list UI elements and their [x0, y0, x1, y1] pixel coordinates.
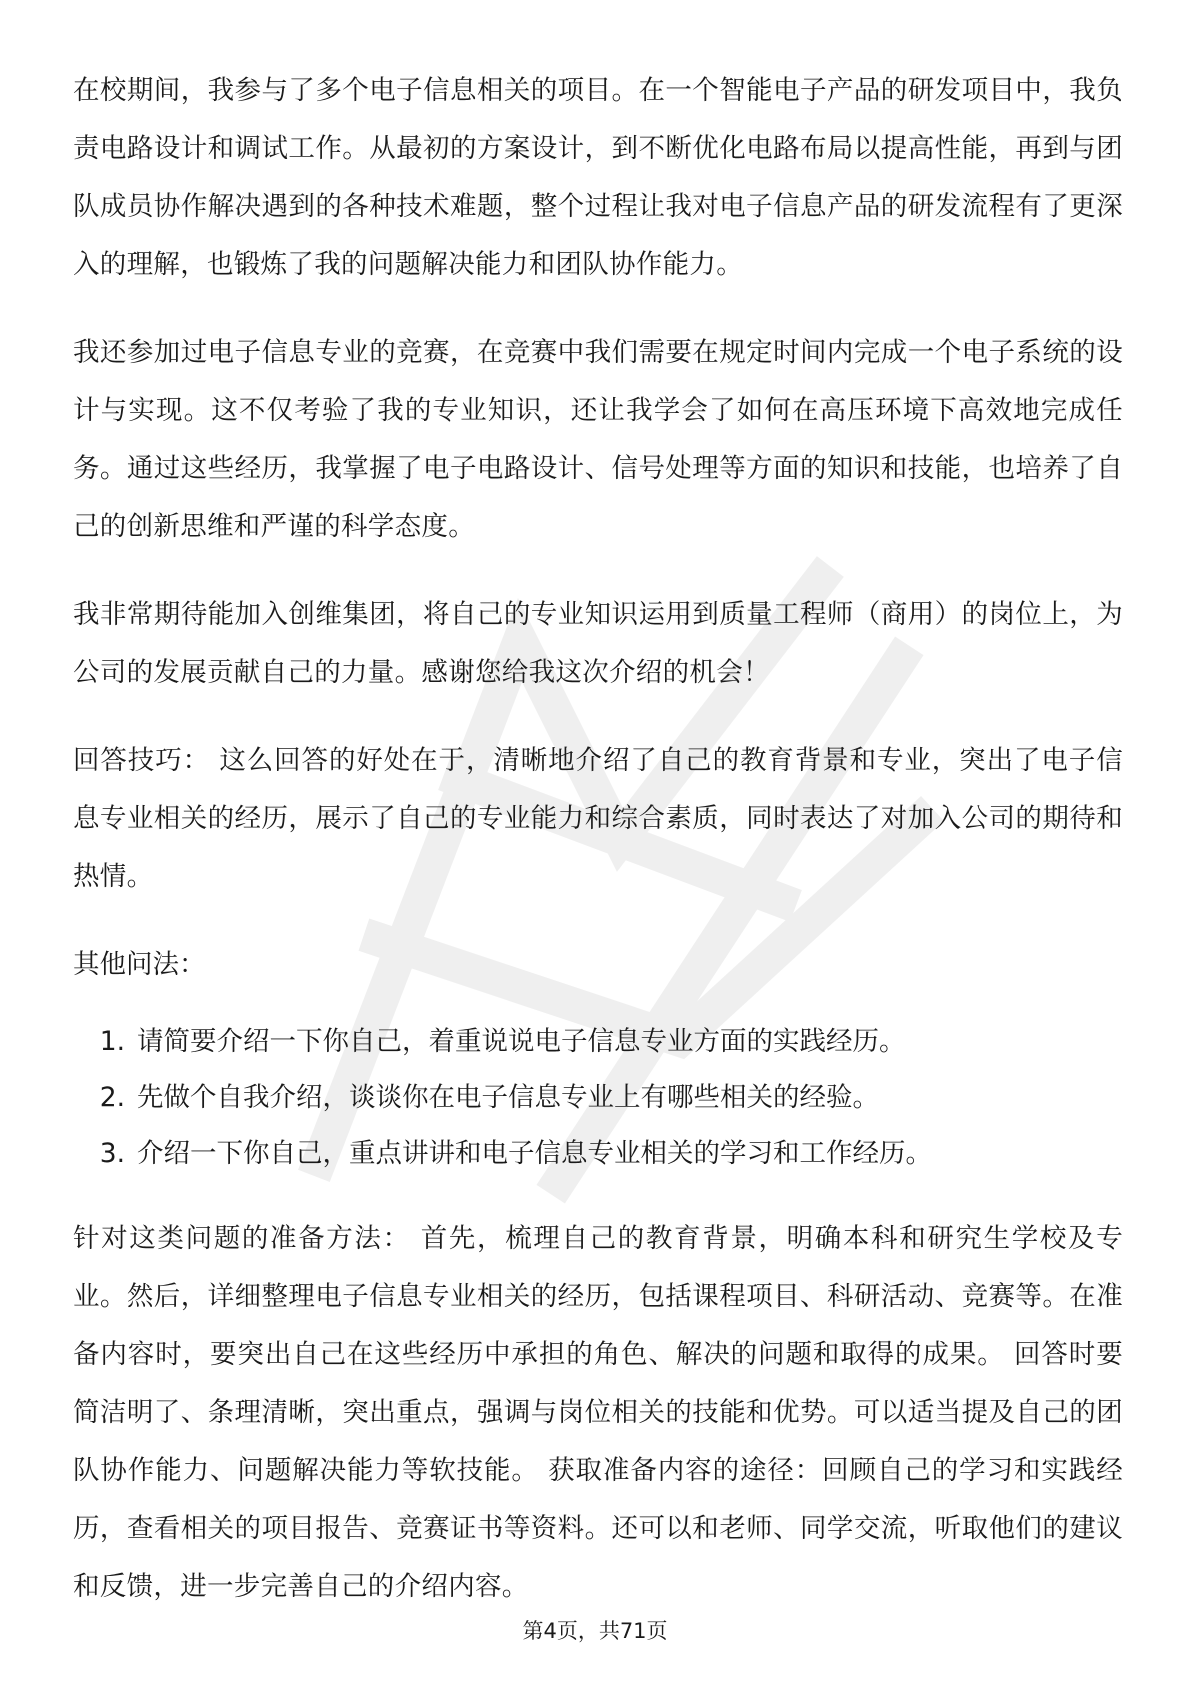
paragraph-preparation-method: 针对这类问题的准备方法： 首先，梳理自己的教育背景，明确本科和研究生学校及专业。然后，详细整理电子信息专业相关的经历，包括课程项目、科研活动、竞赛等。在准备内容时，要突出自己在这些经历中承担的角色、解决的问题和取得的成果。 回答时要简洁明了、条理清晰，突出重点，强调与岗位相关的技能和优势。可以适当提及自己的团队协作能力、问题解决能力等软技能。 获取准备内容的途径：回顾自己的学习和实践经历，查看相关的项目报告、竞赛证书等资料。还可以和老师、同学交流，听取他们的建议和反馈，进一步完善自己的介绍内容。	[73, 1223, 1123, 1602]
list-item	[73, 1014, 1123, 1070]
other-questions-heading: 其他问法：	[73, 949, 206, 980]
list-item-number: 3.	[99, 1138, 125, 1169]
list-item-text: 先做个自我介绍，谈谈你在电子信息专业上有哪些相关的经验。	[137, 1082, 879, 1113]
page-number: 第4页，共71页	[522, 1619, 668, 1643]
list-item-number: 2.	[99, 1082, 125, 1113]
list-item-text: 介绍一下你自己，重点讲讲和电子信息专业相关的学习和工作经历。	[137, 1138, 932, 1169]
list-item	[73, 1070, 1123, 1126]
paragraph-answer-tips: 回答技巧： 这么回答的好处在于，清晰地介绍了自己的教育背景和专业，突出了电子信息专业相关的经历，展示了自己的专业能力和综合素质，同时表达了对加入公司的期待和热情。	[73, 745, 1123, 892]
paragraph-competition-experience: 我还参加过电子信息专业的竞赛，在竞赛中我们需要在规定时间内完成一个电子系统的设计与实现。这不仅考验了我的专业知识，还让我学会了如何在高压环境下高效地完成任务。通过这些经历，我掌握了电子电路设计、信号处理等方面的知识和技能，也培养了自己的创新思维和严谨的科学态度。	[73, 337, 1123, 542]
list-item	[73, 1126, 1123, 1182]
paragraph-closing: 我非常期待能加入创维集团，将自己的专业知识运用到质量工程师（商用）的岗位上，为公司的发展贡献自己的力量。感谢您给我这次介绍的机会！	[73, 599, 1123, 688]
other-questions-list	[73, 1014, 1123, 1182]
paragraph-project-experience: 在校期间，我参与了多个电子信息相关的项目。在一个智能电子产品的研发项目中，我负责电路设计和调试工作。从最初的方案设计，到不断优化电路布局以提高性能，再到与团队成员协作解决遇到的各种技术难题，整个过程让我对电子信息产品的研发流程有了更深入的理解，也锻炼了我的问题解决能力和团队协作能力。	[73, 75, 1123, 280]
list-item-number: 1.	[99, 1026, 125, 1057]
document-body	[73, 62, 1123, 1646]
list-item-text: 请简要介绍一下你自己，着重说说电子信息专业方面的实践经历。	[137, 1026, 906, 1057]
